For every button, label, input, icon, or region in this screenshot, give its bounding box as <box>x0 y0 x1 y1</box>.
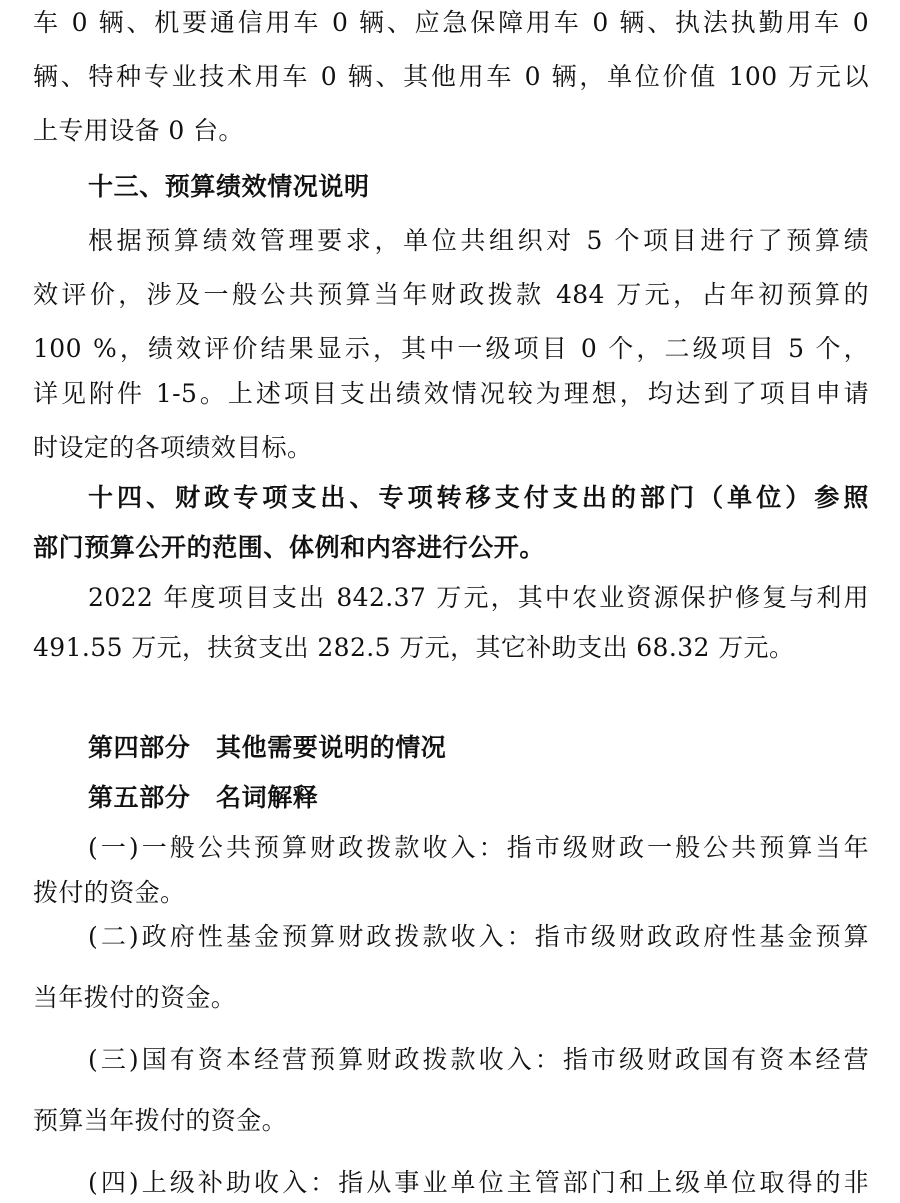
definition-line: (三)国有资本经营预算财政拨款收入：指市级财政国有资本经营 <box>88 1045 869 1074</box>
definition-line: 预算当年拨付的资金。 <box>33 1106 288 1135</box>
section-heading-13: 十三、预算绩效情况说明 <box>88 172 370 201</box>
paragraph-line: 491.55 万元，扶贫支出 282.5 万元，其它补助支出 68.32 万元。 <box>33 633 795 662</box>
definition-line: (一)一般公共预算财政拨款收入：指市级财政一般公共预算当年 <box>88 833 869 862</box>
paragraph-line: 车 0 辆、机要通信用车 0 辆、应急保障用车 0 辆、执法执勤用车 0 <box>33 8 869 37</box>
part-heading-4: 第四部分 其他需要说明的情况 <box>88 733 447 762</box>
definition-line: (四)上级补助收入：指从事业单位主管部门和上级单位取得的非 <box>88 1168 869 1197</box>
paragraph-line: 100 %，绩效评价结果显示，其中一级项目 0 个，二级项目 5 个， <box>33 334 869 363</box>
paragraph-line: 辆、特种专业技术用车 0 辆、其他用车 0 辆，单位价值 100 万元以 <box>33 62 869 91</box>
definition-line: 拨付的资金。 <box>33 878 186 907</box>
paragraph-line: 效评价，涉及一般公共预算当年财政拨款 484 万元，占年初预算的 <box>33 280 869 309</box>
definition-line: 当年拨付的资金。 <box>33 983 237 1012</box>
part-heading-5: 第五部分 名词解释 <box>88 783 319 812</box>
paragraph-line: 2022 年度项目支出 842.37 万元，其中农业资源保护修复与利用 <box>88 583 869 612</box>
section-heading-14: 十四、财政专项支出、专项转移支付支出的部门（单位）参照 <box>88 483 869 512</box>
section-heading-14-cont: 部门预算公开的范围、体例和内容进行公开。 <box>33 533 546 562</box>
paragraph-line: 详见附件 1-5。上述项目支出绩效情况较为理想，均达到了项目申请 <box>33 379 869 408</box>
definition-line: (二)政府性基金预算财政拨款收入：指市级财政政府性基金预算 <box>88 922 869 951</box>
paragraph-line: 时设定的各项绩效目标。 <box>33 433 313 462</box>
paragraph-line: 根据预算绩效管理要求，单位共组织对 5 个项目进行了预算绩 <box>88 226 869 255</box>
paragraph-line: 上专用设备 0 台。 <box>33 116 244 145</box>
